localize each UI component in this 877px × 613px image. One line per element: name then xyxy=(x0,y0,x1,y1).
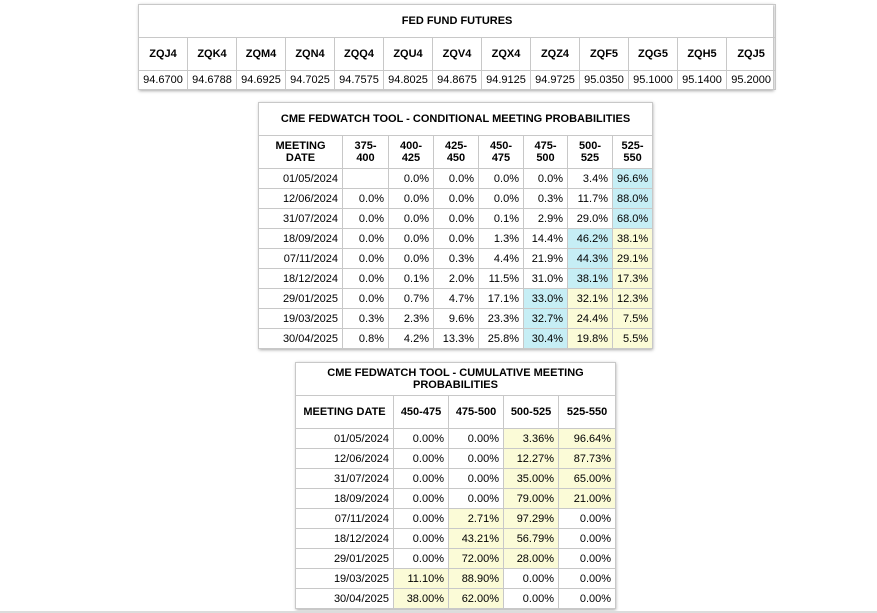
probability-cell: 0.0% xyxy=(343,209,389,229)
futures-contract-price: 94.9125 xyxy=(482,71,531,90)
futures-contract-price: 94.6700 xyxy=(139,71,188,90)
futures-contract-code: ZQJ4 xyxy=(139,38,188,71)
probability-cell: 97.29% xyxy=(504,509,559,529)
futures-contract-code: ZQH5 xyxy=(678,38,727,71)
probability-cell: 0.00% xyxy=(504,569,559,589)
probability-cell: 0.00% xyxy=(449,449,504,469)
probability-cell: 0.0% xyxy=(389,209,434,229)
probability-cell: 0.00% xyxy=(559,529,616,549)
futures-contract-code: ZQN4 xyxy=(286,38,335,71)
cumulative-probabilities-panel xyxy=(295,362,615,609)
conditional-probabilities-panel xyxy=(258,102,652,349)
futures-contract-price: 95.1000 xyxy=(629,71,678,90)
meeting-date-cell: 29/01/2025 xyxy=(259,289,343,309)
fed-fund-futures-table xyxy=(138,4,776,90)
futures-contract-code: ZQG5 xyxy=(629,38,678,71)
futures-contract-price: 94.9725 xyxy=(531,71,580,90)
probability-cell: 0.0% xyxy=(524,169,568,189)
meeting-date-cell: 01/05/2024 xyxy=(296,429,394,449)
table-row xyxy=(296,429,616,449)
futures-contract-code: ZQM4 xyxy=(237,38,286,71)
futures-contract-code: ZQX4 xyxy=(482,38,531,71)
probability-cell: 31.0% xyxy=(524,269,568,289)
probability-cell: 4.7% xyxy=(434,289,479,309)
futures-contract-price: 94.8675 xyxy=(433,71,482,90)
probability-cell: 0.00% xyxy=(394,549,449,569)
futures-contract-price: 94.6925 xyxy=(237,71,286,90)
meeting-date-cell: 18/09/2024 xyxy=(296,489,394,509)
rate-range-header: 375-400 xyxy=(343,136,389,169)
probability-cell: 43.21% xyxy=(449,529,504,549)
probability-cell: 0.0% xyxy=(434,189,479,209)
futures-contract-price: 94.7575 xyxy=(335,71,384,90)
probability-cell: 0.0% xyxy=(343,189,389,209)
probability-cell: 35.00% xyxy=(504,469,559,489)
probability-cell: 29.0% xyxy=(568,209,613,229)
probability-cell: 1.3% xyxy=(479,229,524,249)
probability-cell: 5.5% xyxy=(613,329,653,349)
probability-cell: 0.00% xyxy=(559,509,616,529)
probability-cell: 0.00% xyxy=(559,589,616,609)
rate-range-header: 475-500 xyxy=(524,136,568,169)
table-row xyxy=(296,469,616,489)
rate-range-header: 450-475 xyxy=(394,396,449,429)
fed-fund-futures-panel xyxy=(138,4,773,90)
probability-cell: 12.3% xyxy=(613,289,653,309)
probability-cell: 0.00% xyxy=(559,569,616,589)
probability-cell: 38.1% xyxy=(613,229,653,249)
probability-cell: 68.0% xyxy=(613,209,653,229)
rate-range-header: 525-550 xyxy=(613,136,653,169)
meeting-date-cell: 31/07/2024 xyxy=(296,469,394,489)
probability-cell: 0.00% xyxy=(394,429,449,449)
probability-cell: 32.1% xyxy=(568,289,613,309)
probability-cell: 2.71% xyxy=(449,509,504,529)
cumulative-title: CME FEDWATCH TOOL - CUMULATIVE MEETING PROBABILITIES xyxy=(296,363,616,396)
table-row xyxy=(259,229,653,249)
futures-contract-code: ZQF5 xyxy=(580,38,629,71)
probability-cell: 0.00% xyxy=(504,589,559,609)
meeting-date-cell: 19/03/2025 xyxy=(259,309,343,329)
probability-cell: 88.0% xyxy=(613,189,653,209)
table-row xyxy=(259,269,653,289)
probability-cell: 3.4% xyxy=(568,169,613,189)
rate-range-header: 500-525 xyxy=(504,396,559,429)
probability-cell: 79.00% xyxy=(504,489,559,509)
probability-cell: 2.0% xyxy=(434,269,479,289)
rate-range-header: 500-525 xyxy=(568,136,613,169)
probability-cell: 38.1% xyxy=(568,269,613,289)
probability-cell: 23.3% xyxy=(479,309,524,329)
table-row xyxy=(296,529,616,549)
probability-cell: 21.00% xyxy=(559,489,616,509)
probability-cell: 87.73% xyxy=(559,449,616,469)
probability-cell: 21.9% xyxy=(524,249,568,269)
probability-cell: 25.8% xyxy=(479,329,524,349)
probability-cell: 0.0% xyxy=(343,269,389,289)
probability-cell: 13.3% xyxy=(434,329,479,349)
table-row xyxy=(259,189,653,209)
table-row xyxy=(296,449,616,469)
table-row xyxy=(296,509,616,529)
probability-cell: 30.4% xyxy=(524,329,568,349)
probability-cell: 38.00% xyxy=(394,589,449,609)
probability-cell: 17.3% xyxy=(613,269,653,289)
futures-contract-price: 95.2000 xyxy=(727,71,776,90)
probability-cell: 3.36% xyxy=(504,429,559,449)
rate-range-header: 475-500 xyxy=(449,396,504,429)
meeting-date-cell: 12/06/2024 xyxy=(259,189,343,209)
futures-contract-code: ZQV4 xyxy=(433,38,482,71)
probability-cell: 0.0% xyxy=(343,229,389,249)
table-row xyxy=(259,169,653,189)
probability-cell: 0.00% xyxy=(449,469,504,489)
table-row xyxy=(296,589,616,609)
probability-cell: 24.4% xyxy=(568,309,613,329)
probability-cell: 17.1% xyxy=(479,289,524,309)
probability-cell: 4.4% xyxy=(479,249,524,269)
probability-cell: 44.3% xyxy=(568,249,613,269)
table-row xyxy=(296,489,616,509)
probability-cell: 0.0% xyxy=(479,169,524,189)
probability-cell: 7.5% xyxy=(613,309,653,329)
futures-contract-price: 94.6788 xyxy=(188,71,237,90)
probability-cell: 4.2% xyxy=(389,329,434,349)
probability-cell: 19.8% xyxy=(568,329,613,349)
probability-cell xyxy=(343,169,389,189)
meeting-date-cell: 29/01/2025 xyxy=(296,549,394,569)
probability-cell: 0.0% xyxy=(389,169,434,189)
meeting-date-cell: 18/12/2024 xyxy=(259,269,343,289)
meeting-date-cell: 18/09/2024 xyxy=(259,229,343,249)
probability-cell: 46.2% xyxy=(568,229,613,249)
futures-contract-price: 95.1400 xyxy=(678,71,727,90)
table-row xyxy=(296,549,616,569)
probability-cell: 0.3% xyxy=(524,189,568,209)
probability-cell: 0.3% xyxy=(434,249,479,269)
probability-cell: 0.00% xyxy=(394,489,449,509)
meeting-date-cell: 31/07/2024 xyxy=(259,209,343,229)
probability-cell: 62.00% xyxy=(449,589,504,609)
cumulative-probabilities-table xyxy=(295,362,616,609)
meeting-date-cell: 07/11/2024 xyxy=(296,509,394,529)
table-row xyxy=(259,289,653,309)
probability-cell: 56.79% xyxy=(504,529,559,549)
probability-cell: 0.00% xyxy=(394,529,449,549)
probability-cell: 72.00% xyxy=(449,549,504,569)
probability-cell: 96.6% xyxy=(613,169,653,189)
table-row xyxy=(259,309,653,329)
probability-cell: 0.00% xyxy=(394,509,449,529)
probability-cell: 0.0% xyxy=(343,289,389,309)
probability-cell: 0.1% xyxy=(389,269,434,289)
meeting-date-cell: 30/04/2025 xyxy=(259,329,343,349)
conditional-probabilities-table xyxy=(258,102,653,349)
probability-cell: 0.00% xyxy=(449,429,504,449)
probability-cell: 0.7% xyxy=(389,289,434,309)
probability-cell: 0.0% xyxy=(389,189,434,209)
meeting-date-cell: 30/04/2025 xyxy=(296,589,394,609)
probability-cell: 0.00% xyxy=(559,549,616,569)
probability-cell: 0.0% xyxy=(479,189,524,209)
probability-cell: 2.9% xyxy=(524,209,568,229)
conditional-title: CME FEDWATCH TOOL - CONDITIONAL MEETING PROBABILITIES xyxy=(259,103,653,136)
futures-contract-code: ZQU4 xyxy=(384,38,433,71)
table-row xyxy=(259,249,653,269)
table-row xyxy=(259,209,653,229)
probability-cell: 0.00% xyxy=(449,489,504,509)
probability-cell: 11.10% xyxy=(394,569,449,589)
probability-cell: 0.00% xyxy=(394,469,449,489)
futures-contract-price: 94.8025 xyxy=(384,71,433,90)
table-row xyxy=(296,569,616,589)
probability-cell: 88.90% xyxy=(449,569,504,589)
probability-cell: 0.0% xyxy=(343,249,389,269)
probability-cell: 9.6% xyxy=(434,309,479,329)
meeting-date-header: MEETING DATE xyxy=(296,396,394,429)
futures-contract-code: ZQK4 xyxy=(188,38,237,71)
probability-cell: 33.0% xyxy=(524,289,568,309)
futures-contract-price: 95.0350 xyxy=(580,71,629,90)
probability-cell: 11.5% xyxy=(479,269,524,289)
meeting-date-header: MEETING DATE xyxy=(259,136,343,169)
probability-cell: 14.4% xyxy=(524,229,568,249)
meeting-date-cell: 19/03/2025 xyxy=(296,569,394,589)
meeting-date-cell: 01/05/2024 xyxy=(259,169,343,189)
probability-cell: 11.7% xyxy=(568,189,613,209)
probability-cell: 0.8% xyxy=(343,329,389,349)
probability-cell: 29.1% xyxy=(613,249,653,269)
futures-contract-price: 94.7025 xyxy=(286,71,335,90)
probability-cell: 28.00% xyxy=(504,549,559,569)
probability-cell: 65.00% xyxy=(559,469,616,489)
probability-cell: 0.00% xyxy=(394,449,449,469)
probability-cell: 0.3% xyxy=(343,309,389,329)
table-row xyxy=(259,329,653,349)
meeting-date-cell: 07/11/2024 xyxy=(259,249,343,269)
fed-fund-futures-title: FED FUND FUTURES xyxy=(139,5,776,38)
probability-cell: 12.27% xyxy=(504,449,559,469)
futures-contract-code: ZQZ4 xyxy=(531,38,580,71)
probability-cell: 2.3% xyxy=(389,309,434,329)
rate-range-header: 400-425 xyxy=(389,136,434,169)
probability-cell: 0.0% xyxy=(434,209,479,229)
probability-cell: 0.1% xyxy=(479,209,524,229)
probability-cell: 0.0% xyxy=(389,249,434,269)
probability-cell: 0.0% xyxy=(389,229,434,249)
probability-cell: 0.0% xyxy=(434,169,479,189)
probability-cell: 32.7% xyxy=(524,309,568,329)
rate-range-header: 425-450 xyxy=(434,136,479,169)
meeting-date-cell: 12/06/2024 xyxy=(296,449,394,469)
meeting-date-cell: 18/12/2024 xyxy=(296,529,394,549)
futures-contract-code: ZQQ4 xyxy=(335,38,384,71)
rate-range-header: 450-475 xyxy=(479,136,524,169)
probability-cell: 0.0% xyxy=(434,229,479,249)
rate-range-header: 525-550 xyxy=(559,396,616,429)
futures-contract-code: ZQJ5 xyxy=(727,38,776,71)
probability-cell: 96.64% xyxy=(559,429,616,449)
